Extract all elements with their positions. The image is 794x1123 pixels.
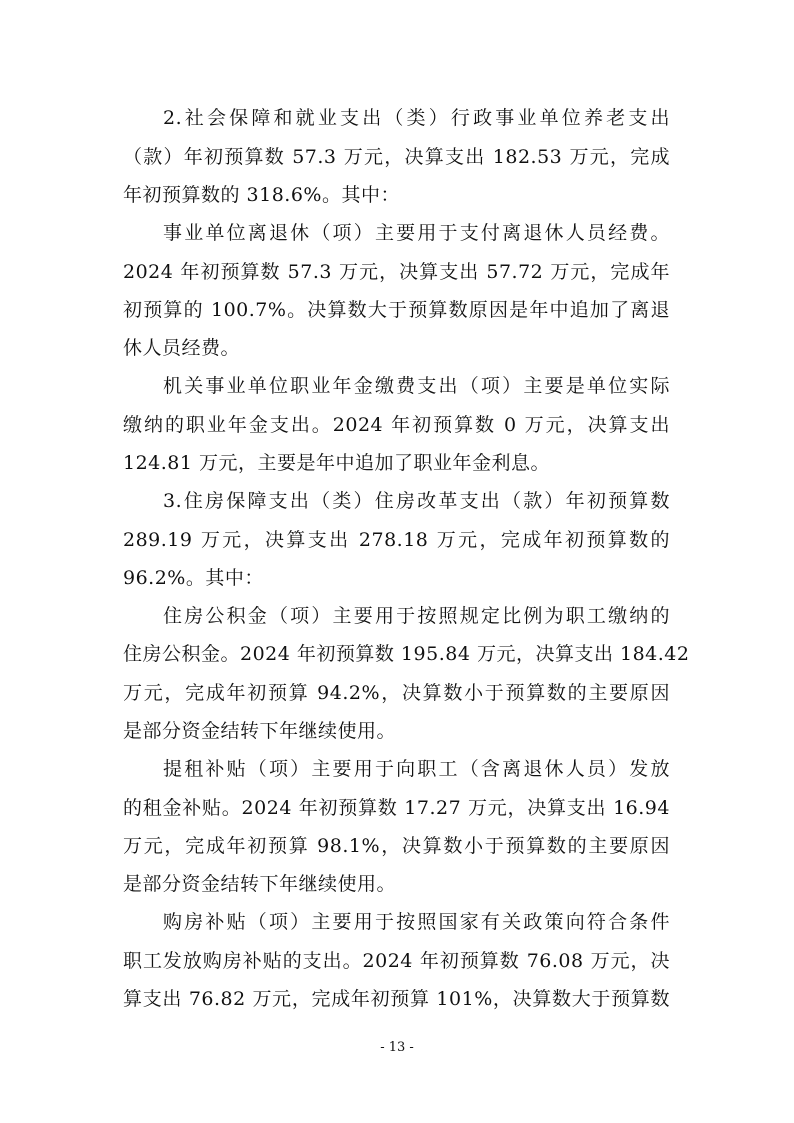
text-line: 是部分资金结转下年继续使用。 xyxy=(123,720,397,742)
text-line: 3.住房保障支出（类）住房改革支出（款）年初预算数 xyxy=(163,490,670,512)
text-line: 是部分资金结转下年继续使用。 xyxy=(123,873,397,895)
text-line: 124.81 万元，主要是年中追加了职业年金利息。 xyxy=(123,452,551,474)
text-line: 2024 年初预算数 57.3 万元，决算支出 57.72 万元，完成年 xyxy=(123,261,670,283)
text-line: 住房公积金（项）主要用于按照规定比例为职工缴纳的 xyxy=(163,605,670,627)
text-line: 算支出 76.82 万元，完成年初预算 101%，决算数大于预算数 xyxy=(123,988,670,1010)
text-line: 休人员经费。 xyxy=(123,337,241,359)
text-line: 2.社会保障和就业支出（类）行政事业单位养老支出 xyxy=(163,107,670,129)
text-line: 96.2%。其中： xyxy=(123,567,264,589)
page-number: - 13 - xyxy=(380,1040,414,1055)
text-line: 万元，完成年初预算 98.1%，决算数小于预算数的主要原因 xyxy=(123,835,670,857)
text-line: 购房补贴（项）主要用于按照国家有关政策向符合条件 xyxy=(163,911,670,933)
text-line: 事业单位离退休（项）主要用于支付离退休人员经费。 xyxy=(163,222,670,244)
text-line: 289.19 万元，决算支出 278.18 万元，完成年初预算数的 xyxy=(123,529,670,551)
text-line: 职工发放购房补贴的支出。2024 年初预算数 76.08 万元，决 xyxy=(123,950,670,972)
text-line: 提租补贴（项）主要用于向职工（含离退休人员）发放 xyxy=(163,758,670,780)
text-line: 缴纳的职业年金支出。2024 年初预算数 0 万元，决算支出 xyxy=(123,414,670,436)
text-line: 的租金补贴。2024 年初预算数 17.27 万元，决算支出 16.94 xyxy=(123,797,670,819)
text-line: 初预算的 100.7%。决算数大于预算数原因是年中追加了离退 xyxy=(123,299,670,321)
text-line: 机关事业单位职业年金缴费支出（项）主要是单位实际 xyxy=(163,375,670,397)
text-line: 年初预算数的 318.6%。其中： xyxy=(123,184,400,206)
text-line: （款）年初预算数 57.3 万元，决算支出 182.53 万元，完成 xyxy=(123,146,670,168)
text-line: 万元，完成年初预算 94.2%，决算数小于预算数的主要原因 xyxy=(123,682,670,704)
text-line: 住房公积金。2024 年初预算数 195.84 万元，决算支出 184.42 xyxy=(123,643,690,665)
